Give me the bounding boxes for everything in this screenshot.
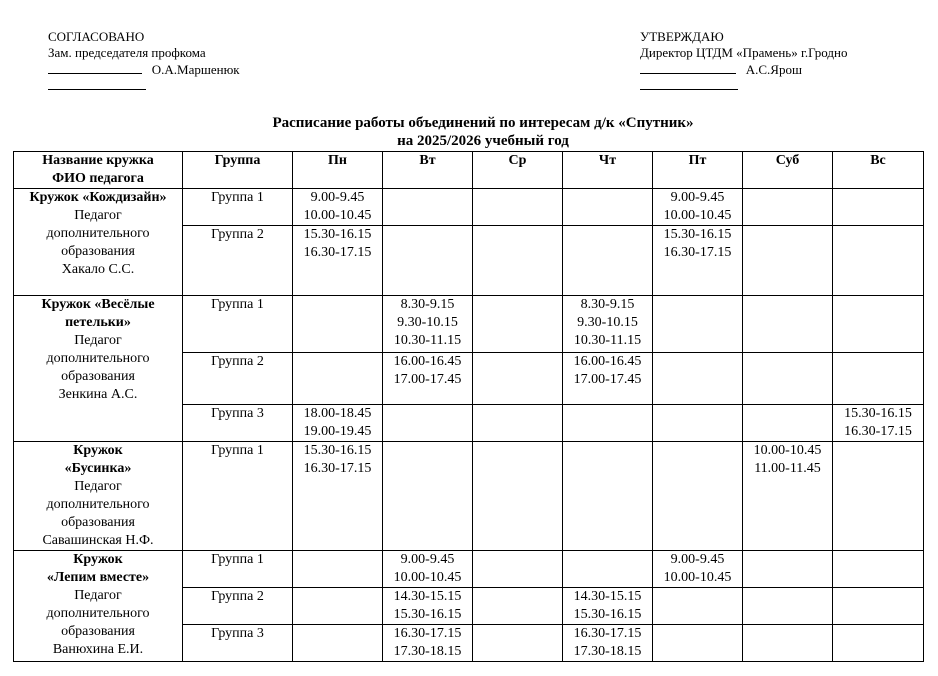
schedule-cell-sat — [743, 296, 833, 353]
schedule-cell-sat — [743, 551, 833, 588]
schedule-cell-fri — [653, 189, 743, 226]
schedule-cell-mon — [293, 588, 383, 625]
teacher-name: Ванюхина Е.И. — [52, 642, 144, 657]
group-cell — [183, 353, 293, 405]
schedule-cell-mon — [293, 226, 383, 296]
time-slot: 15.30-16.15 — [573, 607, 642, 622]
schedule-cell-thu — [563, 226, 653, 296]
col-header-club-line1: Название кружка — [42, 153, 154, 168]
date-blank — [48, 77, 146, 90]
teacher-role: Педагог — [74, 333, 122, 348]
group-cell — [183, 588, 293, 625]
time-slot: 14.30-15.15 — [393, 589, 462, 604]
table-row — [14, 296, 924, 353]
teacher-role: образования — [61, 624, 135, 639]
table-row — [14, 442, 924, 551]
schedule-cell-thu — [563, 588, 653, 625]
schedule-cell-wed — [473, 405, 563, 442]
schedule-cell-wed — [473, 353, 563, 405]
col-header-fri: Пт — [653, 152, 743, 189]
group-label: Группа 2 — [211, 227, 264, 242]
group-cell — [183, 296, 293, 353]
approval-left-signature: О.А.Маршенюк — [151, 62, 240, 77]
time-slot: 9.00-9.45 — [400, 552, 455, 567]
schedule-cell-sat — [743, 625, 833, 662]
schedule-cell-tue — [383, 625, 473, 662]
teacher-role: дополнительного — [46, 497, 150, 512]
club-cell — [14, 189, 183, 296]
group-cell — [183, 405, 293, 442]
approval-right — [640, 29, 848, 93]
schedule-cell-wed — [473, 442, 563, 551]
title-line-2: на 2025/2026 учебный год — [397, 133, 569, 149]
schedule-cell-mon — [293, 296, 383, 353]
schedule-cell-sun — [833, 296, 924, 353]
schedule-cell-sun — [833, 588, 924, 625]
time-slot: 16.00-16.45 — [573, 354, 642, 369]
approval-right-signature-line — [640, 61, 848, 77]
teacher-role: дополнительного — [46, 226, 150, 241]
table-row — [14, 189, 924, 226]
schedule-cell-sat — [743, 405, 833, 442]
time-slot: 15.30-16.15 — [663, 227, 732, 242]
schedule-cell-tue — [383, 226, 473, 296]
schedule-cell-sun — [833, 442, 924, 551]
group-label: Группа 1 — [211, 552, 264, 567]
schedule-cell-thu — [563, 405, 653, 442]
col-header-club — [14, 152, 183, 189]
title-line-1: Расписание работы объединений по интересам д/к «Спутник» — [272, 115, 694, 131]
club-name: Кружок — [73, 443, 123, 458]
teacher-role: дополнительного — [46, 606, 150, 621]
schedule-cell-sun — [833, 625, 924, 662]
club-cell — [14, 296, 183, 442]
time-slot: 19.00-19.45 — [303, 424, 372, 439]
schedule-cell-sat — [743, 226, 833, 296]
teacher-role: Педагог — [74, 588, 122, 603]
approval-left-signature-line — [48, 61, 240, 77]
schedule-cell-thu — [563, 625, 653, 662]
time-slot: 16.30-17.15 — [573, 626, 642, 641]
schedule-cell-thu — [563, 442, 653, 551]
approval-right-signature: А.С.Ярош — [745, 62, 802, 77]
time-slot: 10.00-10.45 — [303, 208, 372, 223]
time-slot: 8.30-9.15 — [580, 297, 635, 312]
schedule-cell-thu — [563, 551, 653, 588]
time-slot: 9.00-9.45 — [670, 552, 725, 567]
club-name: Кружок — [73, 552, 123, 567]
col-header-sat: Суб — [743, 152, 833, 189]
col-header-club-line2: ФИО педагога — [52, 171, 144, 186]
date-blank — [640, 77, 738, 90]
schedule-cell-fri — [653, 625, 743, 662]
group-label: Группа 3 — [211, 406, 264, 421]
time-slot: 16.30-17.15 — [393, 626, 462, 641]
time-slot: 9.00-9.45 — [670, 190, 725, 205]
col-header-group: Группа — [183, 152, 293, 189]
club-name: петельки» — [65, 315, 131, 330]
schedule-cell-thu — [563, 189, 653, 226]
schedule-cell-tue — [383, 353, 473, 405]
schedule-cell-sun — [833, 551, 924, 588]
table-row — [14, 551, 924, 588]
signature-blank — [48, 61, 142, 74]
time-slot: 10.00-10.45 — [663, 570, 732, 585]
teacher-role: образования — [61, 515, 135, 530]
group-label: Группа 1 — [211, 190, 264, 205]
col-header-sun: Вс — [833, 152, 924, 189]
teacher-role: Педагог — [74, 208, 122, 223]
schedule-cell-tue — [383, 189, 473, 226]
time-slot: 16.30-17.15 — [663, 245, 732, 260]
schedule-cell-fri — [653, 405, 743, 442]
time-slot: 16.30-17.15 — [844, 424, 912, 439]
schedule-cell-wed — [473, 588, 563, 625]
time-slot: 14.30-15.15 — [573, 589, 642, 604]
time-slot: 18.00-18.45 — [303, 406, 372, 421]
date-line — [48, 77, 240, 93]
schedule-cell-mon — [293, 405, 383, 442]
schedule-cell-sun — [833, 226, 924, 296]
time-slot: 9.30-10.15 — [397, 315, 458, 330]
approval-right-title: УТВЕРЖДАЮ — [640, 29, 724, 44]
teacher-role: дополнительного — [46, 351, 150, 366]
group-label: Группа 3 — [211, 626, 264, 641]
schedule-cell-sun — [833, 405, 924, 442]
approval-left — [48, 29, 240, 93]
time-slot: 15.30-16.15 — [844, 406, 912, 421]
teacher-name: Савашинская Н.Ф. — [42, 533, 154, 548]
time-slot: 10.00-10.45 — [663, 208, 732, 223]
schedule-cell-fri — [653, 353, 743, 405]
schedule-cell-sat — [743, 353, 833, 405]
schedule-cell-thu — [563, 353, 653, 405]
schedule-cell-tue — [383, 588, 473, 625]
group-label: Группа 1 — [211, 297, 264, 312]
time-slot: 10.00-10.45 — [753, 443, 822, 458]
schedule-cell-wed — [473, 189, 563, 226]
club-name: Кружок «Кождизайн» — [29, 190, 167, 205]
group-label: Группа 2 — [211, 354, 264, 369]
signature-blank — [640, 61, 736, 74]
approval-right-position: Директор ЦТДМ «Прамень» г.Гродно — [640, 45, 848, 60]
schedule-cell-sat — [743, 588, 833, 625]
schedule-cell-wed — [473, 625, 563, 662]
schedule-cell-mon — [293, 551, 383, 588]
club-cell — [14, 551, 183, 662]
col-header-mon: Пн — [293, 152, 383, 189]
approval-left-position: Зам. председателя профкома — [48, 45, 206, 60]
time-slot: 16.30-17.15 — [303, 461, 372, 476]
time-slot: 17.00-17.45 — [393, 372, 462, 387]
schedule-cell-tue — [383, 296, 473, 353]
time-slot: 15.30-16.15 — [303, 443, 372, 458]
time-slot: 9.00-9.45 — [310, 190, 365, 205]
teacher-name: Хакало С.С. — [61, 262, 135, 277]
time-slot: 17.30-18.15 — [573, 644, 642, 659]
group-cell — [183, 226, 293, 296]
teacher-role: образования — [61, 244, 135, 259]
time-slot: 9.30-10.15 — [577, 315, 638, 330]
group-cell — [183, 625, 293, 662]
time-slot: 8.30-9.15 — [400, 297, 455, 312]
teacher-name: Зенкина А.С. — [58, 387, 138, 402]
time-slot: 10.30-11.15 — [573, 333, 642, 348]
schedule-cell-tue — [383, 405, 473, 442]
schedule-cell-fri — [653, 588, 743, 625]
time-slot: 17.30-18.15 — [393, 644, 462, 659]
group-label: Группа 2 — [211, 589, 264, 604]
time-slot: 11.00-11.45 — [754, 461, 821, 476]
schedule-cell-mon — [293, 442, 383, 551]
col-header-tue: Вт — [383, 152, 473, 189]
club-cell — [14, 442, 183, 551]
schedule-cell-tue — [383, 551, 473, 588]
col-header-wed: Ср — [473, 152, 563, 189]
schedule-cell-fri — [653, 296, 743, 353]
schedule-cell-sat — [743, 442, 833, 551]
col-header-thu: Чт — [563, 152, 653, 189]
time-slot: 10.30-11.15 — [393, 333, 462, 348]
teacher-role: образования — [61, 369, 135, 384]
club-name: «Лепим вместе» — [46, 570, 150, 585]
group-cell — [183, 551, 293, 588]
group-cell — [183, 442, 293, 551]
time-slot: 10.00-10.45 — [393, 570, 462, 585]
schedule-cell-thu — [563, 296, 653, 353]
schedule-cell-mon — [293, 625, 383, 662]
schedule-cell-wed — [473, 551, 563, 588]
schedule-cell-mon — [293, 189, 383, 226]
approval-left-title: СОГЛАСОВАНО — [48, 29, 145, 44]
schedule-cell-wed — [473, 296, 563, 353]
schedule-cell-wed — [473, 226, 563, 296]
schedule-cell-fri — [653, 442, 743, 551]
schedule-cell-fri — [653, 551, 743, 588]
teacher-role: Педагог — [74, 479, 122, 494]
schedule-cell-tue — [383, 442, 473, 551]
schedule-cell-fri — [653, 226, 743, 296]
schedule-cell-sun — [833, 189, 924, 226]
time-slot: 15.30-16.15 — [393, 607, 462, 622]
group-cell — [183, 189, 293, 226]
time-slot: 15.30-16.15 — [303, 227, 372, 242]
time-slot: 16.00-16.45 — [393, 354, 462, 369]
date-line — [640, 77, 848, 93]
group-label: Группа 1 — [211, 443, 264, 458]
document-title — [0, 114, 938, 150]
schedule-cell-mon — [293, 353, 383, 405]
schedule-cell-sat — [743, 189, 833, 226]
schedule-table — [13, 151, 924, 662]
time-slot: 17.00-17.45 — [573, 372, 642, 387]
schedule-cell-sun — [833, 353, 924, 405]
club-name: «Бусинка» — [64, 461, 132, 476]
club-name: Кружок «Весёлые — [41, 297, 155, 312]
table-header-row — [14, 152, 924, 189]
time-slot: 16.30-17.15 — [303, 245, 372, 260]
